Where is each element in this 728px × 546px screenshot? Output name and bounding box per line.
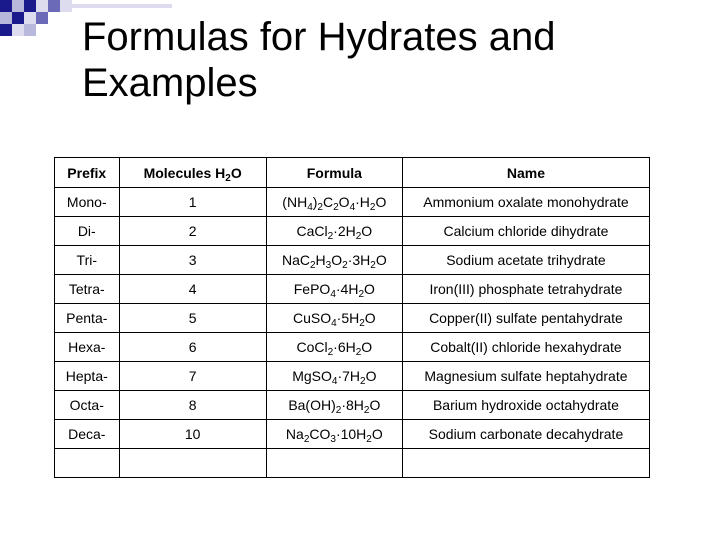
formula-text: ·5H xyxy=(336,310,360,326)
formula-text: ) xyxy=(312,194,318,210)
header-molecules xyxy=(119,158,266,188)
table-row xyxy=(55,333,650,362)
cell-name: Copper(II) sulfate pentahydrate xyxy=(402,304,649,333)
cell-name: Magnesium sulfate heptahydrate xyxy=(402,362,649,391)
formula-subscript: 2 xyxy=(317,202,323,213)
formula-text: O xyxy=(365,368,377,384)
header-molecules-tail: O xyxy=(230,164,242,181)
table-row xyxy=(55,449,650,478)
formula-text: O xyxy=(371,426,383,442)
table-row xyxy=(55,246,650,275)
title-line-2: Examples xyxy=(82,61,258,105)
cell-prefix: Deca- xyxy=(55,420,120,449)
formula-subscript: 3 xyxy=(325,260,332,271)
table-row xyxy=(55,304,650,333)
formula-text: ·H xyxy=(355,194,370,210)
cell-prefix: Tri- xyxy=(55,246,120,275)
formula-text: ·2H xyxy=(333,223,356,239)
title-line-1: Formulas for Hydrates and xyxy=(82,15,556,59)
formula-subscript: 2 xyxy=(335,405,342,416)
formula-text: O xyxy=(375,194,387,210)
cell-molecules: 3 xyxy=(119,246,266,275)
table-body xyxy=(55,188,650,478)
cell-formula xyxy=(266,246,402,275)
formula-subscript: 2 xyxy=(359,318,365,329)
cell-molecules xyxy=(119,449,266,478)
cell-formula xyxy=(266,420,402,449)
cell-prefix: Mono- xyxy=(55,188,120,217)
formula-text: CoCl xyxy=(296,339,328,355)
cell-prefix xyxy=(55,449,120,478)
formula-text: Na xyxy=(285,426,304,442)
formula-text: ·4H xyxy=(335,281,359,297)
formula-subscript: 2 xyxy=(303,434,310,445)
formula-text: CO xyxy=(309,426,331,442)
formula-subscript: 2 xyxy=(366,434,372,445)
cell-name xyxy=(402,449,649,478)
cell-name: Calcium chloride dihydrate xyxy=(402,217,649,246)
header-molecules-sub: 2 xyxy=(225,172,231,184)
cell-formula xyxy=(266,449,402,478)
formula-subscript: 2 xyxy=(369,202,376,213)
cell-name: Barium hydroxide octahydrate xyxy=(402,391,649,420)
formula-subscript: 2 xyxy=(370,260,376,271)
formula-subscript: 2 xyxy=(327,347,334,358)
header-prefix: Prefix xyxy=(55,158,120,188)
cell-molecules: 5 xyxy=(119,304,266,333)
cell-name: Sodium acetate trihydrate xyxy=(402,246,649,275)
formula-text: FePO xyxy=(293,281,331,297)
cell-formula xyxy=(266,275,402,304)
formula-text: O xyxy=(364,281,375,297)
table-row xyxy=(55,217,650,246)
formula-subscript: 2 xyxy=(355,231,362,242)
formula-subscript: 2 xyxy=(333,202,339,213)
header-formula: Formula xyxy=(266,158,402,188)
cell-formula xyxy=(266,304,402,333)
cell-prefix: Hepta- xyxy=(55,362,120,391)
cell-molecules: 8 xyxy=(119,391,266,420)
table-row xyxy=(55,420,650,449)
cell-formula xyxy=(266,188,402,217)
formula-subscript: 2 xyxy=(327,231,334,242)
header-name: Name xyxy=(402,158,649,188)
formula-text: O xyxy=(361,223,373,239)
cell-name: Iron(III) phosphate tetrahydrate xyxy=(402,275,649,304)
formula-subscript: 4 xyxy=(307,202,313,213)
table-header-row xyxy=(55,158,650,188)
cell-prefix: Penta- xyxy=(55,304,120,333)
formula-text: (NH xyxy=(282,194,308,210)
formula-text: NaC xyxy=(281,252,310,268)
cell-name: Cobalt(II) chloride hexahydrate xyxy=(402,333,649,362)
cell-molecules: 2 xyxy=(119,217,266,246)
formula-subscript: 2 xyxy=(309,260,316,271)
formula-subscript: 2 xyxy=(360,376,366,387)
formula-subscript: 2 xyxy=(358,289,365,300)
hydrates-table xyxy=(54,157,650,478)
cell-prefix: Di- xyxy=(55,217,120,246)
formula-text: ·6H xyxy=(333,339,356,355)
cell-name: Ammonium oxalate monohydrate xyxy=(402,188,649,217)
formula-subscript: 2 xyxy=(355,347,362,358)
formula-subscript: 2 xyxy=(363,405,370,416)
table-row xyxy=(55,275,650,304)
formula-text: ·10H xyxy=(335,426,367,442)
formula-text: CuSO xyxy=(292,310,332,326)
cell-formula xyxy=(266,333,402,362)
formula-text: Ba(OH) xyxy=(288,397,336,413)
cell-prefix: Octa- xyxy=(55,391,120,420)
cell-molecules: 1 xyxy=(119,188,266,217)
formula-text: ·3H xyxy=(347,252,371,268)
table-row xyxy=(55,362,650,391)
formula-text: CaCl xyxy=(296,223,328,239)
formula-text: H xyxy=(315,252,326,268)
cell-formula xyxy=(266,217,402,246)
cell-molecules: 10 xyxy=(119,420,266,449)
formula-text: O xyxy=(375,252,387,268)
formula-text: O xyxy=(338,194,350,210)
header-molecules-text: Molecules H xyxy=(143,164,226,181)
formula-text: MgSO xyxy=(292,368,332,384)
formula-text: ·7H xyxy=(337,368,361,384)
formula-subscript: 2 xyxy=(342,260,348,271)
formula-text: O xyxy=(369,397,381,413)
formula-subscript: 3 xyxy=(330,434,336,445)
cell-prefix: Hexa- xyxy=(55,333,120,362)
cell-prefix: Tetra- xyxy=(55,275,120,304)
formula-subscript: 4 xyxy=(331,376,338,387)
formula-subscript: 4 xyxy=(349,202,356,213)
cell-molecules: 6 xyxy=(119,333,266,362)
formula-text: O xyxy=(364,310,376,326)
table-row xyxy=(55,391,650,420)
formula-text: O xyxy=(361,339,373,355)
formula-text: ·8H xyxy=(341,397,364,413)
formula-subscript: 4 xyxy=(330,289,336,300)
table-row xyxy=(55,188,650,217)
formula-text: C xyxy=(322,194,334,210)
cell-name: Sodium carbonate decahydrate xyxy=(402,420,649,449)
cell-formula xyxy=(266,362,402,391)
cell-molecules: 7 xyxy=(119,362,266,391)
cell-molecules: 4 xyxy=(119,275,266,304)
formula-text: O xyxy=(331,252,343,268)
slide-title xyxy=(82,14,702,106)
formula-subscript: 4 xyxy=(331,318,337,329)
cell-formula xyxy=(266,391,402,420)
